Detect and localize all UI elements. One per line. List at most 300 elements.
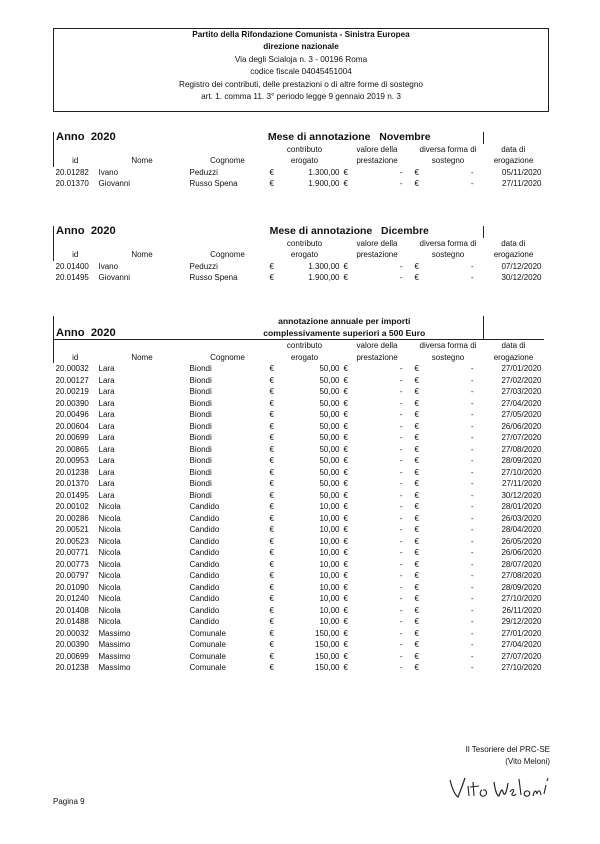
cell-currency: € (414, 179, 419, 189)
cell-valore: - (399, 410, 403, 420)
cell-currency: € (414, 273, 419, 283)
cell-nome: Massimo (98, 640, 131, 650)
cell-currency: € (414, 490, 419, 500)
cell-data: 28/09/2020 (501, 456, 542, 466)
cell-contributo: 10,00 (319, 571, 340, 581)
col-data-2: erogazione (493, 352, 534, 362)
cell-contributo: 10,00 (319, 536, 340, 546)
cell-currency: € (414, 548, 419, 558)
table-row (54, 409, 544, 421)
register-table-annual (53, 316, 544, 674)
cell-data: 27/01/2020 (501, 628, 542, 638)
cell-contributo: 50,00 (319, 444, 340, 454)
cell-currency: € (414, 167, 419, 177)
col-contributo-2: erogato (290, 352, 319, 362)
cell-contributo: 150,00 (315, 640, 340, 650)
table-row (54, 524, 544, 536)
col-id: id (54, 155, 97, 167)
table-row (54, 398, 544, 410)
cell-currency: € (414, 605, 419, 615)
cell-nome: Nicola (98, 594, 121, 604)
cell-valore: - (399, 398, 403, 408)
cell-data: 27/11/2020 (502, 179, 542, 189)
cell-contributo: 150,00 (315, 651, 340, 661)
cell-currency: € (269, 479, 274, 489)
table-row (54, 421, 544, 433)
cell-currency: € (269, 513, 274, 523)
cell-cognome: Candido (189, 582, 220, 592)
cell-valore: - (399, 617, 403, 627)
section-year (54, 328, 188, 340)
cell-nome: Lara (98, 433, 115, 443)
cell-currency: € (414, 433, 419, 443)
cell-diversa: - (470, 617, 474, 627)
col-diversa-2: sostegno (431, 250, 465, 260)
treasurer-name: (Vito Meloni) (505, 757, 550, 766)
cell-nome: Lara (98, 421, 115, 431)
cell-contributo: 50,00 (319, 490, 340, 500)
cell-diversa: - (470, 651, 474, 661)
cell-contributo: 50,00 (319, 398, 340, 408)
cell-currency: € (269, 640, 274, 650)
cell-cognome: Candido (189, 617, 220, 627)
cell-currency: € (414, 594, 419, 604)
year-value: 2020 (90, 327, 116, 339)
col-cognome: Cognome (210, 250, 245, 260)
cell-id: 20.00032 (55, 364, 89, 374)
col-valore-2: prestazione (356, 156, 398, 166)
cell-nome: Massimo (98, 628, 131, 638)
cell-contributo: 10,00 (319, 525, 340, 535)
col-cognome: Cognome (210, 352, 245, 362)
cell-currency: € (343, 273, 348, 283)
cell-currency: € (414, 628, 419, 638)
month-value: Dicembre (381, 226, 429, 238)
col-contributo: contributo (286, 238, 323, 248)
cell-nome: Nicola (98, 536, 121, 546)
cell-id: 20.00865 (55, 444, 89, 454)
col-valore: valore della (356, 238, 398, 248)
cell-contributo: 50,00 (319, 433, 340, 443)
table-row (54, 444, 544, 456)
cell-nome: Lara (98, 490, 115, 500)
cell-nome: Nicola (98, 502, 121, 512)
cell-contributo: 1.900,00 (308, 273, 340, 283)
cell-nome: Lara (98, 479, 115, 489)
cell-diversa: - (470, 364, 474, 374)
cell-id: 20.00127 (55, 375, 89, 385)
cell-id: 20.01495 (55, 490, 89, 500)
cell-currency: € (414, 525, 419, 535)
cell-currency: € (343, 167, 348, 177)
cell-currency: € (414, 364, 419, 374)
table-row (54, 662, 544, 674)
cell-nome: Lara (98, 364, 115, 374)
cell-currency: € (343, 571, 348, 581)
fiscal-code: codice fiscale 04045451004 (250, 67, 352, 77)
section-title-row (54, 226, 544, 238)
cell-currency: € (269, 548, 274, 558)
col-contributo: contributo (286, 144, 323, 154)
cell-contributo: 10,00 (319, 559, 340, 569)
cell-currency: € (269, 364, 274, 374)
cell-nome: Lara (98, 444, 115, 454)
cell-id: 20.00390 (55, 398, 89, 408)
col-valore: valore della (356, 144, 398, 154)
col-diversa-2: sostegno (431, 352, 465, 362)
cell-currency: € (343, 421, 348, 431)
cell-valore: - (399, 433, 403, 443)
cell-currency: € (269, 273, 274, 283)
cell-valore: - (399, 444, 403, 454)
year-label: Anno (56, 226, 85, 238)
cell-cognome: Candido (189, 605, 220, 615)
cell-id: 20.01495 (55, 273, 89, 283)
treasurer-block (440, 744, 550, 768)
cell-id: 20.00102 (55, 502, 89, 512)
col-nome: Nome (131, 156, 153, 166)
cell-valore: - (399, 525, 403, 535)
cell-contributo: 50,00 (319, 410, 340, 420)
cell-id: 20.00390 (55, 640, 89, 650)
cell-valore: - (399, 479, 403, 489)
cell-currency: € (414, 467, 419, 477)
party-name: Partito della Rifondazione Comunista - Sinistra Europea (192, 30, 410, 39)
cell-currency: € (414, 387, 419, 397)
cell-currency: € (269, 536, 274, 546)
cell-currency: € (414, 582, 419, 592)
table-row (54, 616, 544, 628)
year-value: 2020 (90, 226, 116, 238)
table-row (54, 478, 544, 490)
cell-contributo: 1.300,00 (308, 167, 340, 177)
cell-currency: € (343, 479, 348, 489)
cell-contributo: 50,00 (319, 479, 340, 489)
cell-data: 07/12/2020 (501, 261, 542, 271)
cell-nome: Massimo (98, 651, 131, 661)
table-row (54, 513, 544, 525)
handwritten-signature (446, 770, 554, 804)
cell-currency: € (343, 559, 348, 569)
cell-cognome: Candido (189, 594, 220, 604)
cell-currency: € (343, 467, 348, 477)
cell-cognome: Russo Spena (189, 179, 238, 189)
cell-diversa: - (470, 444, 474, 454)
cell-nome: Nicola (98, 571, 121, 581)
cell-data: 26/06/2020 (501, 421, 542, 431)
cell-currency: € (269, 525, 274, 535)
column-header-row-2 (54, 352, 544, 364)
cell-contributo: 50,00 (319, 387, 340, 397)
cell-contributo: 50,00 (319, 375, 340, 385)
cell-valore: - (399, 387, 403, 397)
cell-nome: Lara (98, 410, 115, 420)
table-row (54, 536, 544, 548)
cell-data: 27/03/2020 (501, 387, 542, 397)
cell-valore: - (399, 467, 403, 477)
year-value: 2020 (90, 132, 116, 144)
cell-id: 20.00604 (55, 421, 89, 431)
year-label: Anno (56, 327, 85, 339)
cell-cognome: Candido (189, 513, 220, 523)
cell-data: 27/07/2020 (501, 433, 542, 443)
cell-diversa: - (470, 571, 474, 581)
cell-cognome: Comunale (189, 640, 226, 650)
cell-data: 28/09/2020 (501, 582, 542, 592)
cell-cognome: Candido (189, 548, 220, 558)
cell-currency: € (343, 628, 348, 638)
cell-currency: € (343, 640, 348, 650)
cell-valore: - (399, 605, 403, 615)
cell-diversa: - (470, 490, 474, 500)
cell-cognome: Candido (189, 525, 220, 535)
cell-id: 20.00523 (55, 536, 89, 546)
cell-data: 27/01/2020 (501, 364, 542, 374)
cell-valore: - (399, 179, 403, 189)
col-contributo-2: erogato (290, 250, 319, 260)
cell-currency: € (343, 617, 348, 627)
cell-valore: - (399, 456, 403, 466)
cell-id: 20.01400 (55, 261, 89, 271)
cell-data: 27/07/2020 (501, 651, 542, 661)
cell-valore: - (399, 273, 403, 283)
cell-diversa: - (470, 467, 474, 477)
cell-currency: € (343, 663, 348, 673)
table-row (54, 272, 544, 284)
annual-year-row (54, 328, 544, 340)
cell-data: 28/04/2020 (501, 525, 542, 535)
cell-id: 20.01408 (55, 605, 89, 615)
cell-data: 27/05/2020 (501, 410, 542, 420)
cell-id: 20.01370 (55, 179, 89, 189)
cell-diversa: - (470, 582, 474, 592)
cell-currency: € (414, 421, 419, 431)
cell-currency: € (343, 375, 348, 385)
table-row (54, 593, 544, 605)
cell-currency: € (414, 640, 419, 650)
col-diversa-2: sostegno (431, 156, 465, 166)
col-data: data di (484, 340, 544, 352)
cell-id: 20.01370 (55, 479, 89, 489)
cell-nome: Nicola (98, 605, 121, 615)
cell-cognome: Biondi (189, 479, 212, 489)
table-row (54, 432, 544, 444)
cell-currency: € (343, 525, 348, 535)
cell-contributo: 10,00 (319, 605, 340, 615)
cell-nome: Nicola (98, 559, 121, 569)
cell-currency: € (343, 261, 348, 271)
cell-valore: - (399, 582, 403, 592)
table-row (54, 167, 544, 179)
cell-id: 20.00032 (55, 628, 89, 638)
cell-nome: Giovanni (98, 179, 131, 189)
cell-id: 20.00699 (55, 651, 89, 661)
cell-diversa: - (470, 594, 474, 604)
cell-data: 27/10/2020 (501, 467, 542, 477)
cell-nome: Nicola (98, 525, 121, 535)
cell-diversa: - (470, 387, 474, 397)
section-month (188, 132, 484, 144)
cell-id: 20.00286 (55, 513, 89, 523)
cell-currency: € (269, 167, 274, 177)
cell-diversa: - (470, 421, 474, 431)
cell-currency: € (269, 582, 274, 592)
cell-currency: € (414, 651, 419, 661)
cell-contributo: 1.900,00 (308, 179, 340, 189)
column-header-row-1 (54, 340, 544, 352)
section-title-row (54, 132, 544, 144)
cell-currency: € (343, 594, 348, 604)
document-header (53, 28, 549, 112)
section-year (54, 132, 188, 144)
cell-currency: € (269, 502, 274, 512)
cell-id: 20.00521 (55, 525, 89, 535)
cell-currency: € (269, 594, 274, 604)
cell-diversa: - (470, 433, 474, 443)
cell-valore: - (399, 663, 403, 673)
cell-currency: € (269, 571, 274, 581)
cell-data: 27/04/2020 (501, 398, 542, 408)
cell-currency: € (269, 421, 274, 431)
col-id: id (54, 249, 97, 261)
cell-currency: € (414, 571, 419, 581)
cell-cognome: Comunale (189, 651, 226, 661)
cell-diversa: - (470, 605, 474, 615)
column-header-row-1 (54, 238, 544, 250)
table-row (54, 651, 544, 663)
month-value: Novembre (379, 132, 431, 144)
cell-cognome: Biondi (189, 433, 212, 443)
cell-id: 20.00797 (55, 571, 89, 581)
cell-cognome: Comunale (189, 628, 226, 638)
table-row (54, 628, 544, 640)
cell-currency: € (269, 628, 274, 638)
cell-currency: € (343, 410, 348, 420)
cell-diversa: - (470, 179, 474, 189)
month-label: Mese di annotazione (267, 132, 371, 144)
cell-diversa: - (470, 663, 474, 673)
cell-cognome: Candido (189, 571, 220, 581)
col-nome: Nome (131, 352, 153, 362)
cell-id: 20.01238 (55, 467, 89, 477)
cell-currency: € (269, 456, 274, 466)
cell-cognome: Biondi (189, 364, 212, 374)
cell-diversa: - (470, 273, 474, 283)
cell-id: 20.00953 (55, 456, 89, 466)
law-reference: art. 1. comma 11. 3° periodo legge 9 gennaio 2019 n. 3 (201, 92, 401, 102)
cell-valore: - (399, 651, 403, 661)
cell-data: 30/12/2020 (501, 273, 542, 283)
cell-currency: € (269, 651, 274, 661)
cell-contributo: 10,00 (319, 582, 340, 592)
cell-nome: Nicola (98, 617, 121, 627)
cell-nome: Ivano (98, 261, 119, 271)
cell-diversa: - (470, 261, 474, 271)
cell-contributo: 50,00 (319, 364, 340, 374)
cell-data: 28/07/2020 (501, 559, 542, 569)
cell-valore: - (399, 536, 403, 546)
cell-currency: € (414, 444, 419, 454)
cell-valore: - (399, 559, 403, 569)
cell-valore: - (399, 640, 403, 650)
cell-valore: - (399, 421, 403, 431)
year-label: Anno (56, 132, 85, 144)
cell-currency: € (269, 605, 274, 615)
cell-id: 20.01240 (55, 594, 89, 604)
cell-nome: Lara (98, 398, 115, 408)
cell-currency: € (414, 663, 419, 673)
cell-diversa: - (470, 479, 474, 489)
page-number: Pagina 9 (53, 797, 85, 806)
cell-diversa: - (470, 410, 474, 420)
cell-id: 20.00219 (55, 387, 89, 397)
cell-id: 20.01282 (55, 167, 89, 177)
col-diversa: diversa forma di (419, 238, 477, 248)
cell-nome: Lara (98, 456, 115, 466)
table-row (54, 582, 544, 594)
cell-currency: € (343, 433, 348, 443)
cell-data: 27/10/2020 (501, 594, 542, 604)
cell-nome: Nicola (98, 582, 121, 592)
cell-contributo: 50,00 (319, 421, 340, 431)
col-valore: valore della (342, 340, 413, 352)
col-valore-2: prestazione (356, 352, 398, 362)
col-data-2: erogazione (493, 250, 534, 260)
party-address: Via degli Scialoja n. 3 - 00196 Roma (234, 54, 368, 64)
cell-currency: € (269, 179, 274, 189)
cell-cognome: Biondi (189, 410, 212, 420)
cell-cognome: Biondi (189, 456, 212, 466)
cell-currency: € (269, 444, 274, 454)
cell-nome: Lara (98, 387, 115, 397)
cell-cognome: Biondi (189, 490, 212, 500)
cell-currency: € (343, 456, 348, 466)
cell-currency: € (269, 375, 274, 385)
cell-cognome: Peduzzi (189, 167, 218, 177)
month-label: Mese di annotazione (269, 226, 373, 238)
cell-contributo: 10,00 (319, 594, 340, 604)
cell-cognome: Biondi (189, 444, 212, 454)
cell-currency: € (414, 410, 419, 420)
cell-currency: € (414, 375, 419, 385)
cell-contributo: 150,00 (315, 663, 340, 673)
table-row (54, 467, 544, 479)
cell-diversa: - (470, 548, 474, 558)
cell-nome: Giovanni (98, 273, 131, 283)
cell-contributo: 50,00 (319, 467, 340, 477)
cell-data: 27/08/2020 (501, 571, 542, 581)
cell-id: 20.01238 (55, 663, 89, 673)
cell-cognome: Candido (189, 536, 220, 546)
table-row (54, 547, 544, 559)
cell-currency: € (414, 456, 419, 466)
cell-diversa: - (470, 525, 474, 535)
cell-cognome: Comunale (189, 663, 226, 673)
table-row (54, 261, 544, 273)
cell-currency: € (414, 398, 419, 408)
cell-valore: - (399, 571, 403, 581)
cell-nome: Lara (98, 375, 115, 385)
cell-diversa: - (470, 536, 474, 546)
cell-valore: - (399, 261, 403, 271)
cell-currency: € (269, 490, 274, 500)
cell-currency: € (343, 513, 348, 523)
section-year (54, 226, 188, 238)
col-contributo: contributo (268, 340, 342, 352)
column-header-row-1 (54, 144, 544, 156)
col-data: data di (501, 238, 526, 248)
cell-valore: - (399, 513, 403, 523)
